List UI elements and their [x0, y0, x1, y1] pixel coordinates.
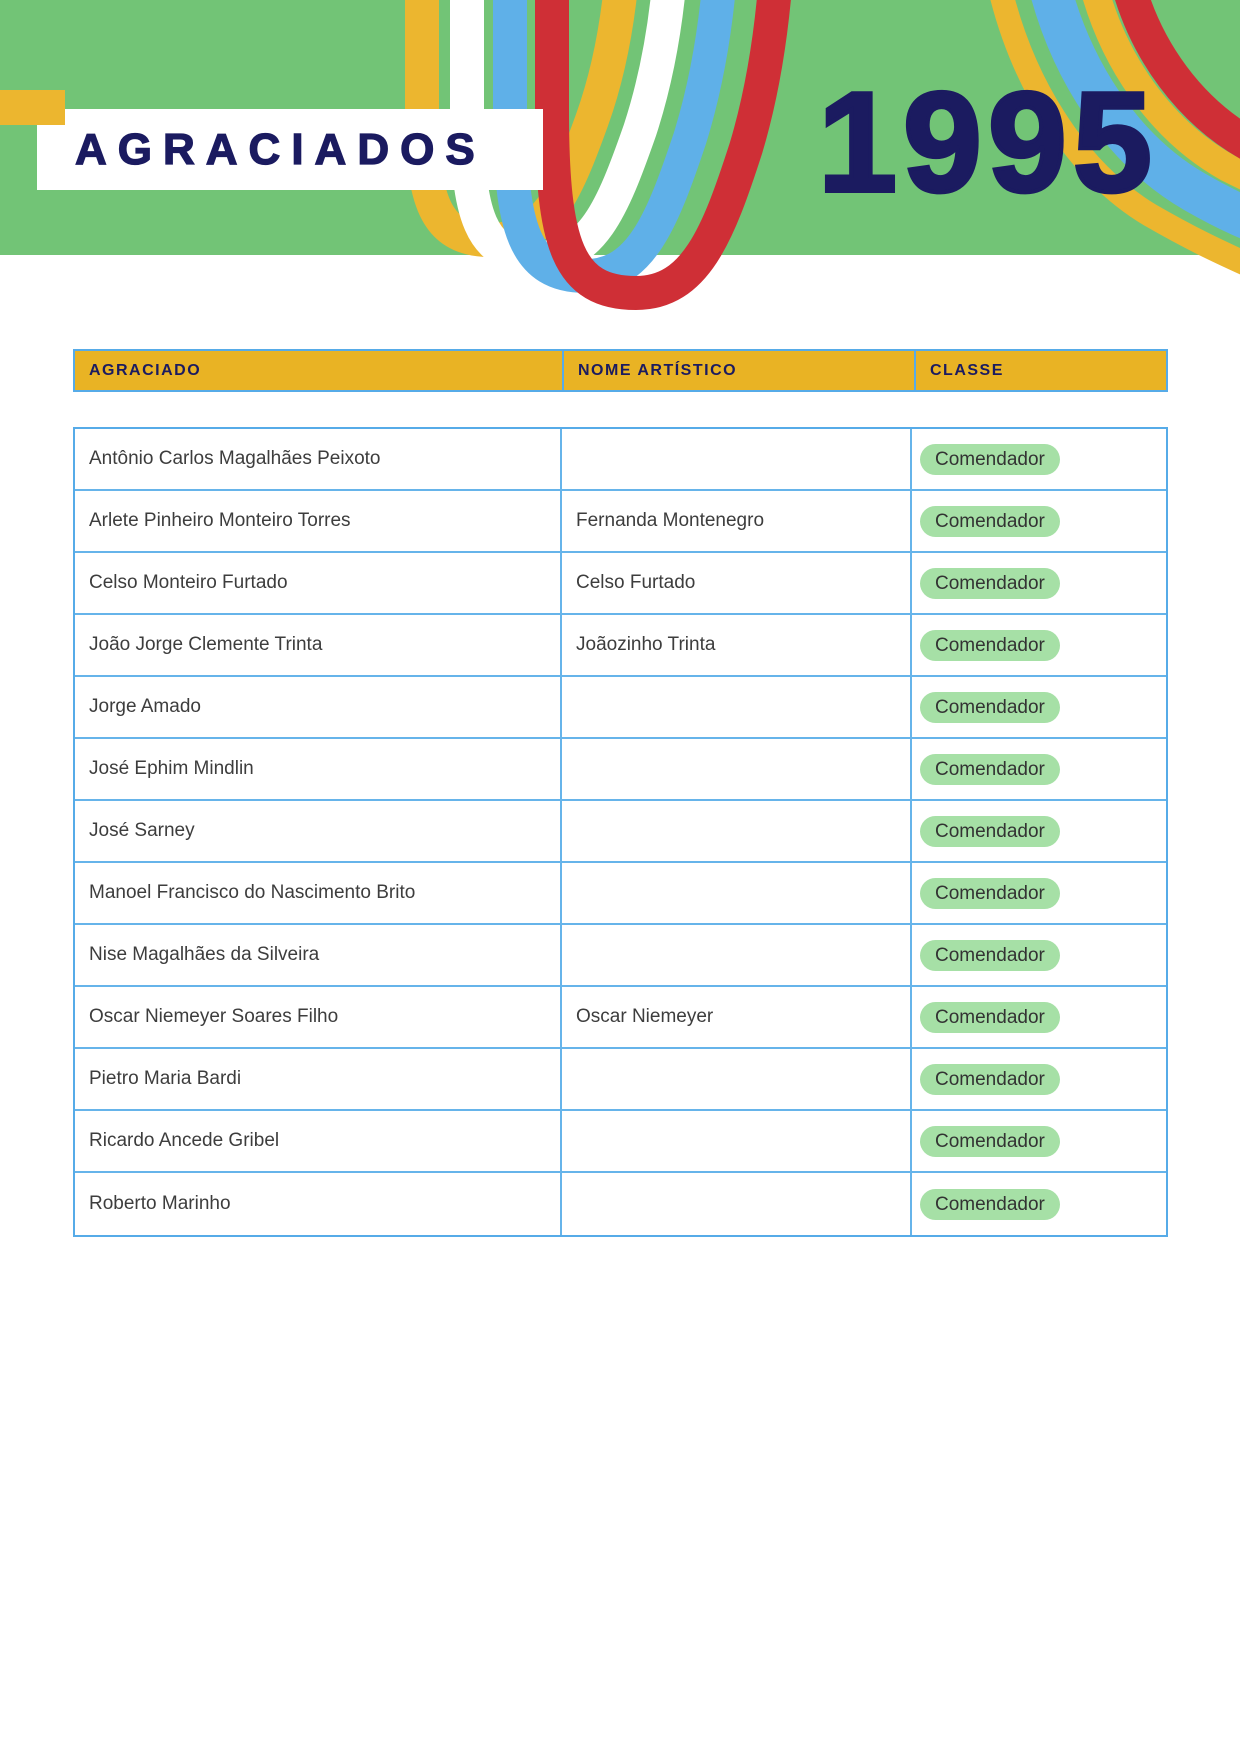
classe-badge: Comendador [920, 754, 1060, 785]
table-row [75, 925, 1166, 987]
agraciado-cell: Nise Magalhães da Silveira [75, 925, 562, 985]
agraciado-cell: Arlete Pinheiro Monteiro Torres [75, 491, 562, 551]
nome-artistico-cell [562, 925, 912, 985]
agraciado-cell: Pietro Maria Bardi [75, 1049, 562, 1109]
classe-cell [912, 1049, 1166, 1109]
nome-artistico-cell [562, 1173, 912, 1235]
agraciado-cell: Antônio Carlos Magalhães Peixoto [75, 429, 562, 489]
classe-badge: Comendador [920, 630, 1060, 661]
classe-badge: Comendador [920, 1126, 1060, 1157]
classe-cell [912, 553, 1166, 613]
nome-artistico-cell [562, 429, 912, 489]
table-header-row [73, 349, 1168, 392]
agraciado-cell: José Sarney [75, 801, 562, 861]
classe-badge: Comendador [920, 692, 1060, 723]
table-row [75, 677, 1166, 739]
ribbon-red-swoosh-icon [552, 0, 776, 293]
classe-badge: Comendador [920, 878, 1060, 909]
classe-cell [912, 801, 1166, 861]
classe-cell [912, 925, 1166, 985]
agraciado-cell: José Ephim Mindlin [75, 739, 562, 799]
table-row [75, 987, 1166, 1049]
classe-cell [912, 863, 1166, 923]
nome-artistico-cell: Celso Furtado [562, 553, 912, 613]
column-header-classe: CLASSE [930, 361, 1004, 379]
agraciado-cell: Roberto Marinho [75, 1173, 562, 1235]
classe-badge: Comendador [920, 1064, 1060, 1095]
table-row [75, 1049, 1166, 1111]
year-heading: 1995 [818, 63, 1158, 222]
table-body [73, 427, 1168, 1237]
classe-cell [912, 1173, 1166, 1235]
classe-cell [912, 615, 1166, 675]
classe-cell [912, 491, 1166, 551]
nome-artistico-cell: Fernanda Montenegro [562, 491, 912, 551]
classe-badge: Comendador [920, 506, 1060, 537]
table-row [75, 1111, 1166, 1173]
yellow-corner-accent [0, 90, 65, 125]
nome-artistico-cell: Joãozinho Trinta [562, 615, 912, 675]
agraciado-cell: Jorge Amado [75, 677, 562, 737]
nome-artistico-cell: Oscar Niemeyer [562, 987, 912, 1047]
nome-artistico-cell [562, 739, 912, 799]
table-row [75, 553, 1166, 615]
table-row [75, 1173, 1166, 1235]
agraciado-cell: João Jorge Clemente Trinta [75, 615, 562, 675]
nome-artistico-cell [562, 1049, 912, 1109]
classe-cell [912, 1111, 1166, 1171]
classe-badge: Comendador [920, 568, 1060, 599]
classe-cell [912, 987, 1166, 1047]
table-row [75, 739, 1166, 801]
agraciado-cell: Ricardo Ancede Gribel [75, 1111, 562, 1171]
agraciado-cell: Celso Monteiro Furtado [75, 553, 562, 613]
nome-artistico-cell [562, 1111, 912, 1171]
table-row [75, 429, 1166, 491]
table-row [75, 491, 1166, 553]
nome-artistico-cell [562, 677, 912, 737]
classe-badge: Comendador [920, 940, 1060, 971]
agraciado-cell: Oscar Niemeyer Soares Filho [75, 987, 562, 1047]
classe-cell [912, 429, 1166, 489]
title-banner [37, 109, 543, 190]
honorees-table [73, 349, 1168, 1237]
classe-cell [912, 739, 1166, 799]
header-banner [0, 0, 1240, 255]
classe-badge: Comendador [920, 1002, 1060, 1033]
page-title: AGRACIADOS [75, 125, 486, 174]
table-row [75, 801, 1166, 863]
agraciado-cell: Manoel Francisco do Nascimento Brito [75, 863, 562, 923]
classe-badge: Comendador [920, 816, 1060, 847]
column-header-nome-artistico: NOME ARTÍSTICO [564, 351, 916, 390]
nome-artistico-cell [562, 863, 912, 923]
classe-badge: Comendador [920, 1189, 1060, 1220]
nome-artistico-cell [562, 801, 912, 861]
column-header-agraciado: AGRACIADO [75, 351, 564, 390]
table-row [75, 863, 1166, 925]
classe-badge: Comendador [920, 444, 1060, 475]
classe-cell [912, 677, 1166, 737]
table-row [75, 615, 1166, 677]
